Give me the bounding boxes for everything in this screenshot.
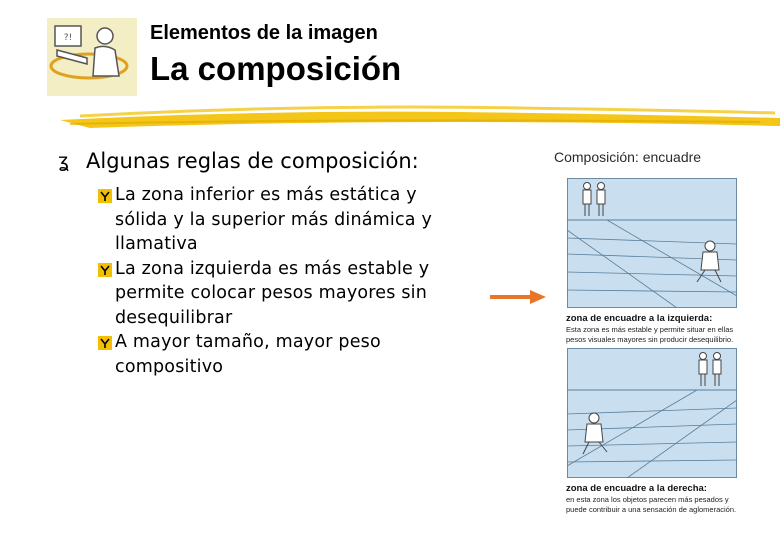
sub-bullet	[58, 183, 478, 257]
composition-panel-right	[567, 348, 737, 478]
sub-bullet	[58, 257, 478, 331]
y-bullet-icon	[98, 189, 112, 203]
y-bullet-icon	[98, 263, 112, 277]
slide-title: La composición	[150, 50, 402, 87]
main-bullet	[58, 148, 478, 174]
figure-title: Composición: encuadre	[554, 149, 702, 165]
right-arrow-icon	[490, 288, 546, 306]
y-bullet-icon	[98, 336, 112, 350]
sub-bullet-text: A mayor tamaño, mayor peso compositivo	[115, 332, 381, 377]
clipart-logo	[47, 18, 137, 96]
slide-subtitle: Elementos de la imagen	[150, 22, 378, 44]
sub-bullet	[58, 330, 478, 379]
right-zone-heading: zona de encuadre a la derecha:	[566, 483, 707, 494]
yellow-underline-swoosh	[60, 100, 780, 134]
sub-bullet-text: La zona inferior es más estática y sólida y la superior más dinámica y llamativa	[115, 185, 433, 254]
sub-bullet-text: La zona izquierda es más estable y permite colocar pesos mayores sin desequilibrar	[115, 258, 430, 328]
bullet-list	[58, 148, 478, 379]
composition-panel-left	[567, 178, 737, 308]
right-zone-caption: en esta zona los objetos parecen más pesados y puede contribuir a una sensación de aglomeración.	[566, 495, 737, 514]
svg-text:?!: ?!	[63, 33, 73, 43]
left-zone-caption: Esta zona es más estable y permite situar en ellas pesos visuales mayores sin producir desequilibrio.	[566, 325, 734, 344]
main-bullet-text: Algunas reglas de composición:	[86, 149, 419, 173]
waiter-laptop-icon	[47, 18, 137, 96]
left-zone-heading: zona de encuadre a la izquierda:	[566, 313, 713, 324]
z-bullet-icon: ʓ	[58, 150, 69, 172]
